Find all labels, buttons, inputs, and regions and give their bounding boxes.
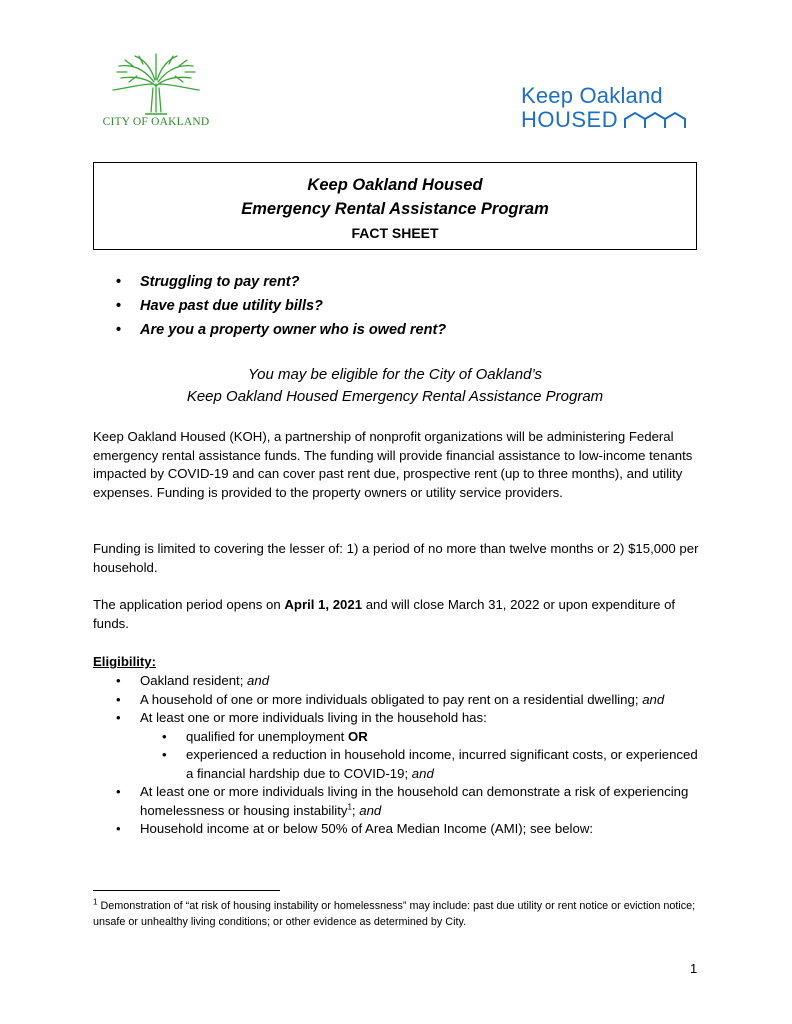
title-line3: FACT SHEET bbox=[351, 225, 439, 241]
funding-limit-paragraph: Funding is limited to covering the lesser of: 1) a period of no more than twelve months or 2) $15,000 per household. bbox=[93, 541, 699, 575]
question-item: • Are you a property owner who is owed rent? bbox=[112, 318, 446, 342]
bullet-icon: • bbox=[116, 322, 122, 338]
bullet-icon: • bbox=[116, 274, 122, 290]
list-item: • Oakland resident; and bbox=[116, 673, 270, 688]
intro-paragraph: Keep Oakland Housed (KOH), a partnership of nonprofit organizations will be administering Federal emergency rental assistance funds. The funding will provide financial assistance to low-income tenants impacted by COVID-19 and can cover past rent due, prospective rent (up to three months), and utility expenses. Funding is provided to the property owners or utility service providers. bbox=[93, 429, 693, 500]
list-item: • A household of one or more individuals obligated to pay rent on a residential dwelling; and bbox=[116, 691, 665, 707]
footnote-reference: 1 bbox=[347, 802, 352, 812]
sub-list-item: • qualified for unemployment OR bbox=[162, 728, 368, 744]
city-logo-text: CITY OF OAKLAND bbox=[102, 116, 210, 128]
title-line2: Emergency Rental Assistance Program bbox=[241, 200, 549, 218]
sub-list-item: • experienced a reduction in household income, incurred significant costs, or experienced a financial hardship due to COVID-19; and bbox=[162, 747, 698, 781]
question-item: • Have past due utility bills? bbox=[112, 294, 446, 318]
question-item: • Struggling to pay rent? bbox=[112, 270, 446, 294]
koh-logo-line1: Keep Oakland bbox=[521, 83, 663, 108]
question-list bbox=[112, 270, 446, 342]
eligibility-list bbox=[93, 672, 703, 839]
list-item: • At least one or more individuals living in the household has: bbox=[116, 710, 487, 725]
list-item: • Household income at or below 50% of Area Median Income (AMI); see below: bbox=[116, 821, 594, 836]
eligibility-heading: Eligibility: bbox=[93, 654, 157, 669]
house-roofs-icon bbox=[624, 111, 686, 129]
page-number: 1 bbox=[690, 961, 698, 976]
title-line1: Keep Oakland Housed bbox=[307, 176, 483, 194]
city-of-oakland-logo bbox=[100, 52, 212, 132]
footnote: $^1$ Demonstration of “at risk of housing instability or homelessness” may include: past due utility or rent notice or eviction notice; unsafe or unhealthy living conditions; or other evidence as determined by City. bbox=[93, 897, 696, 928]
keep-oakland-housed-logo bbox=[521, 84, 701, 136]
application-period-paragraph: The application period opens on April 1, 2021 and will close March 31, 2022 or upon expenditure of funds. bbox=[93, 597, 676, 631]
title-box bbox=[93, 162, 697, 250]
bullet-icon: • bbox=[116, 298, 122, 314]
koh-logo-line2: HOUSED bbox=[521, 107, 619, 132]
eligible-message: You may be eligible for the City of Oakland’s Keep Oakland Housed Emergency Rental Assistance Program bbox=[186, 366, 604, 405]
footnote-divider bbox=[93, 890, 280, 891]
list-item: • At least one or more individuals living in the household can demonstrate a risk of experiencing homelessness or housing instability$^1$; and bbox=[116, 784, 689, 818]
oak-tree-icon bbox=[107, 52, 205, 116]
